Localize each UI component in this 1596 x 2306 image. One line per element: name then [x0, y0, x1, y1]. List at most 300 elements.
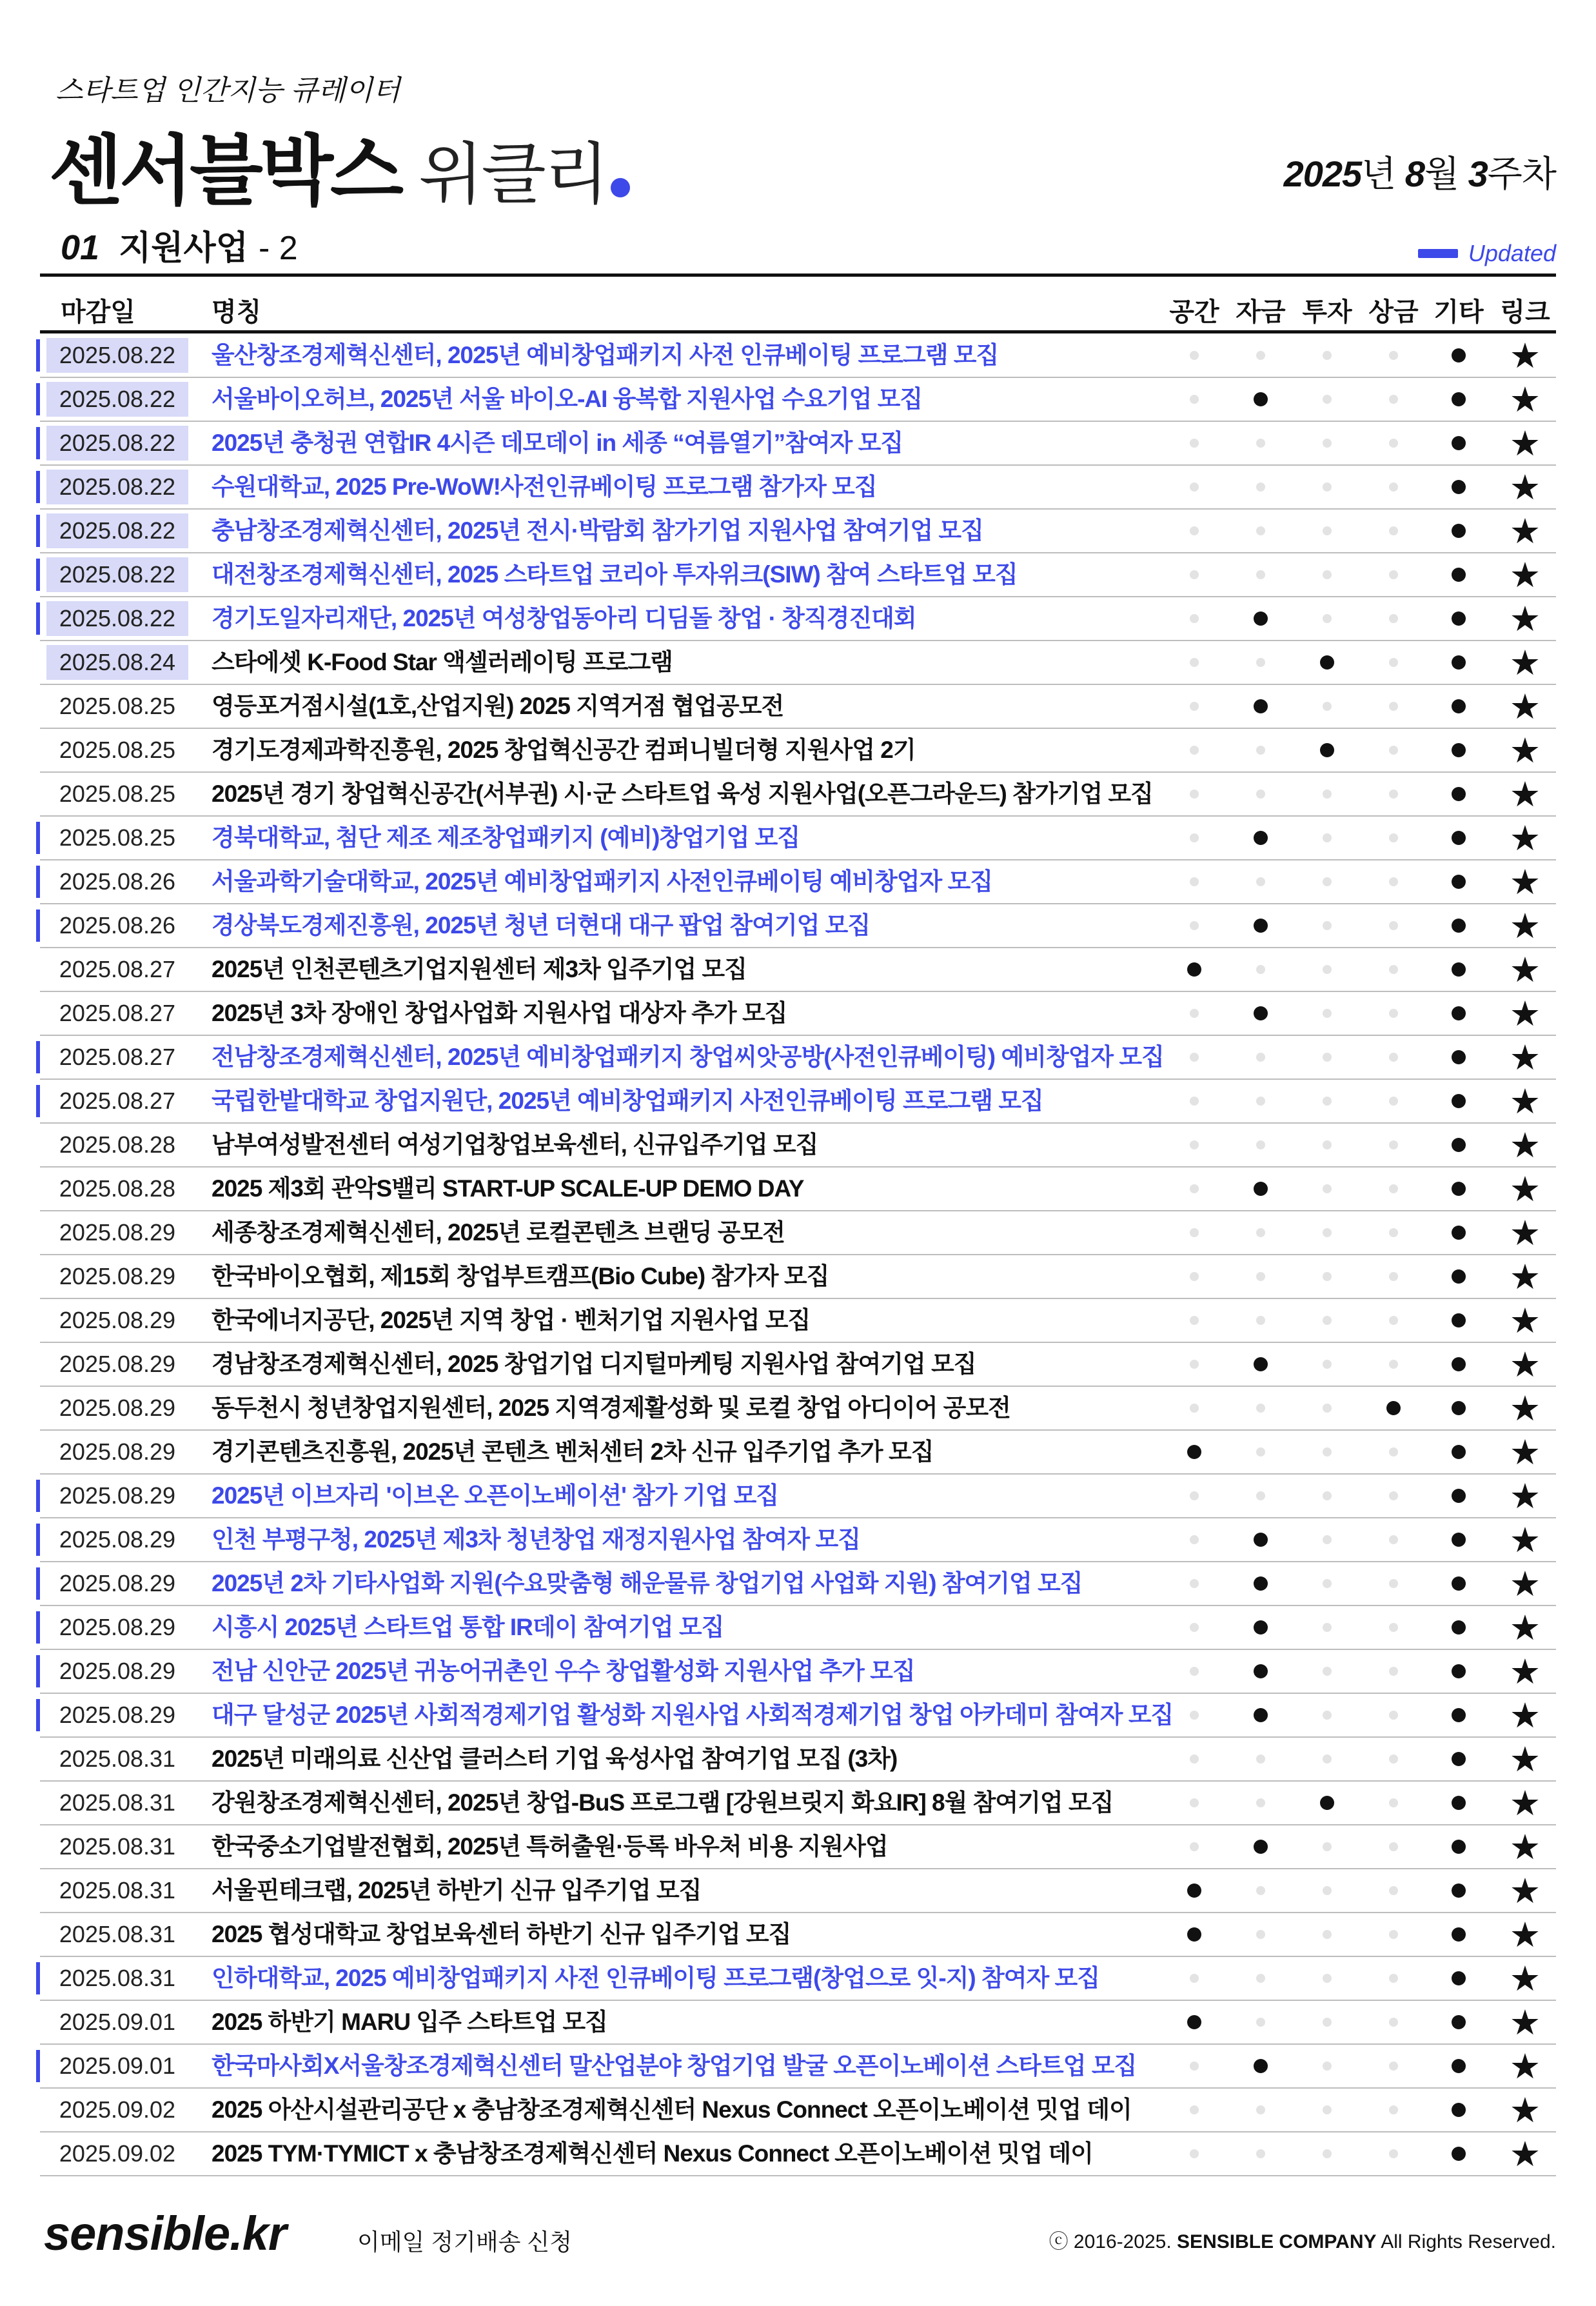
link-star-icon[interactable]: ★ — [1509, 1082, 1541, 1121]
link-star-icon[interactable]: ★ — [1509, 424, 1541, 463]
prize-indicator-dot — [1389, 570, 1398, 579]
col-name: 명칭 — [212, 298, 262, 326]
table-row — [40, 1124, 1556, 1168]
brand-sub: 위클리 — [418, 137, 607, 212]
prize-indicator-dot — [1389, 921, 1398, 930]
table-row — [40, 1694, 1556, 1738]
col-fund: 자금 — [1236, 298, 1286, 326]
fund-indicator-dot — [1256, 351, 1265, 360]
space-indicator-dot — [1190, 1360, 1199, 1369]
space-indicator-dot — [1190, 1711, 1199, 1720]
updated-marker — [36, 1085, 40, 1117]
link-star-icon[interactable]: ★ — [1509, 1302, 1541, 1340]
row-deadline: 2025.08.29 — [59, 1526, 176, 1553]
row-program-name[interactable]: 2025 하반기 MARU 입주 스타트업 모집 — [212, 2009, 607, 2035]
updated-marker — [36, 515, 40, 547]
prize-indicator-dot — [1389, 1798, 1398, 1807]
invest-indicator-dot — [1323, 526, 1332, 535]
row-program-name[interactable]: 남부여성발전센터 여성기업창업보육센터, 신규입주기업 모집 — [212, 1131, 818, 1158]
link-star-icon[interactable]: ★ — [1509, 381, 1541, 419]
row-program-name[interactable]: 2025년 이브자리 '이브온 오픈이노베이션' 참가 기업 모집 — [212, 1482, 779, 1509]
row-program-name[interactable]: 경북대학교, 첨단 제조 제조창업패키지 (예비)창업기업 모집 — [212, 824, 800, 851]
fund-indicator-dot — [1256, 658, 1265, 667]
fund-indicator-dot — [1256, 1053, 1265, 1062]
email-subscribe-link[interactable]: 이메일 정기배송 신청 — [357, 2229, 572, 2255]
updated-marker — [36, 1480, 40, 1512]
updated-marker — [36, 1567, 40, 1600]
prize-indicator-dot — [1389, 1711, 1398, 1720]
space-indicator-dot — [1190, 833, 1199, 842]
etc-indicator-dot — [1452, 524, 1466, 538]
space-indicator-dot — [1190, 2149, 1199, 2158]
etc-indicator-dot — [1452, 2103, 1466, 2117]
fund-indicator-dot — [1256, 1272, 1265, 1281]
etc-indicator-dot — [1452, 1533, 1466, 1547]
link-star-icon[interactable]: ★ — [1509, 1609, 1541, 1647]
updated-legend — [1418, 240, 1556, 267]
invest-indicator-dot — [1323, 1316, 1332, 1325]
space-indicator-dot — [1190, 2062, 1199, 2071]
etc-indicator-dot — [1452, 2147, 1466, 2161]
table-row — [40, 2045, 1556, 2089]
etc-indicator-dot — [1452, 611, 1466, 626]
fund-indicator-dot — [1256, 1097, 1265, 1106]
table-row — [40, 422, 1556, 466]
link-star-icon[interactable]: ★ — [1509, 2003, 1541, 2042]
space-indicator-dot — [1190, 1974, 1199, 1983]
link-star-icon[interactable]: ★ — [1509, 731, 1541, 770]
prize-indicator-dot — [1389, 2149, 1398, 2158]
space-indicator-dot — [1190, 921, 1199, 930]
invest-indicator-dot — [1323, 1886, 1332, 1895]
link-star-icon[interactable]: ★ — [1509, 1126, 1541, 1165]
row-deadline: 2025.08.31 — [59, 1745, 176, 1772]
fund-indicator-dot — [1256, 526, 1265, 535]
prize-indicator-dot — [1389, 1842, 1398, 1851]
link-star-icon[interactable]: ★ — [1509, 1916, 1541, 1954]
etc-indicator-dot — [1452, 2059, 1466, 2073]
col-invest: 투자 — [1302, 298, 1352, 326]
link-star-icon[interactable]: ★ — [1509, 337, 1541, 375]
link-star-icon[interactable]: ★ — [1509, 819, 1541, 858]
table-row — [40, 1738, 1556, 1782]
link-star-icon[interactable]: ★ — [1509, 1477, 1541, 1516]
table-row — [40, 510, 1556, 553]
prize-indicator-dot — [1389, 1140, 1398, 1149]
prize-indicator-dot — [1389, 658, 1398, 667]
invest-indicator-dot — [1323, 1491, 1332, 1500]
row-deadline: 2025.09.01 — [59, 2053, 176, 2079]
row-deadline: 2025.08.26 — [59, 912, 176, 939]
table-row — [40, 992, 1556, 1036]
fund-indicator-dot — [1254, 1840, 1268, 1854]
fund-indicator-dot — [1256, 1316, 1265, 1325]
row-deadline: 2025.08.28 — [59, 1131, 176, 1158]
prize-indicator-dot — [1389, 1579, 1398, 1588]
invest-indicator-dot — [1323, 790, 1332, 799]
updated-marker — [36, 602, 40, 635]
link-star-icon[interactable]: ★ — [1509, 1653, 1541, 1691]
row-program-name[interactable]: 대전창조경제혁신센터, 2025 스타트업 코리아 투자위크(SIW) 참여 스타트업 모집 — [212, 561, 1018, 588]
fund-indicator-dot — [1256, 2018, 1265, 2027]
space-indicator-dot — [1190, 482, 1199, 492]
etc-indicator-dot — [1452, 962, 1466, 977]
fund-indicator-dot — [1254, 1533, 1268, 1547]
link-star-icon[interactable]: ★ — [1509, 951, 1541, 989]
link-star-icon[interactable]: ★ — [1509, 863, 1541, 902]
row-program-name[interactable]: 2025년 미래의료 신산업 클러스터 기업 육성사업 참여기업 모집 (3차) — [212, 1745, 898, 1772]
table-row — [40, 597, 1556, 641]
footer — [40, 2206, 1556, 2258]
space-indicator-dot — [1187, 2015, 1201, 2029]
updated-marker — [36, 866, 40, 898]
row-program-name[interactable]: 인천 부평구청, 2025년 제3차 청년창업 재정지원사업 참여자 모집 — [212, 1526, 860, 1553]
link-star-icon[interactable]: ★ — [1509, 1214, 1541, 1253]
space-indicator-dot — [1187, 1884, 1201, 1898]
row-program-name[interactable]: 수원대학교, 2025 Pre-WoW!사전인큐베이팅 프로그램 참가자 모집 — [212, 473, 877, 500]
row-program-name[interactable]: 세종창조경제혁신센터, 2025년 로컬콘텐츠 브랜딩 공모전 — [212, 1219, 785, 1246]
row-program-name[interactable]: 한국마사회X서울창조경제혁신센터 말산업분야 창업기업 발굴 오픈이노베이션 스타트업 모집 — [212, 2053, 1137, 2079]
row-deadline: 2025.08.22 — [46, 601, 188, 636]
invest-indicator-dot — [1323, 2149, 1332, 2158]
link-star-icon[interactable]: ★ — [1509, 1433, 1541, 1472]
space-indicator-dot — [1190, 1140, 1199, 1149]
space-indicator-dot — [1190, 1842, 1199, 1851]
prize-indicator-dot — [1389, 395, 1398, 404]
col-space: 공간 — [1169, 298, 1219, 326]
row-program-name[interactable]: 국립한밭대학교 창업지원단, 2025년 예비창업패키지 사전인큐베이팅 프로그램 모집 — [212, 1088, 1043, 1114]
prize-indicator-dot — [1389, 1272, 1398, 1281]
etc-indicator-dot — [1452, 655, 1466, 670]
table-header — [40, 277, 1556, 332]
row-program-name[interactable]: 2025 TYM·TYMICT x 충남창조경제혁신센터 Nexus Connect 오픈이노베이션 밋업 데이 — [212, 2140, 1093, 2167]
table-row — [40, 1606, 1556, 1650]
link-star-icon[interactable]: ★ — [1509, 2135, 1541, 2174]
section-heading — [61, 221, 298, 269]
fund-indicator-dot — [1256, 1447, 1265, 1456]
updated-marker — [36, 471, 40, 503]
table-row — [40, 1299, 1556, 1343]
space-indicator-dot — [1190, 1184, 1199, 1193]
row-program-name[interactable]: 한국중소기업발전협회, 2025년 특허출원·등록 바우처 비용 지원사업 — [212, 1833, 888, 1860]
etc-indicator-dot — [1452, 436, 1466, 450]
section-subtitle: - 2 — [259, 230, 298, 267]
brand-title — [49, 110, 630, 214]
space-indicator-dot — [1190, 877, 1199, 886]
space-indicator-dot — [1190, 2105, 1199, 2114]
updated-marker — [36, 822, 40, 854]
link-star-icon[interactable]: ★ — [1509, 2047, 1541, 2086]
etc-indicator-dot — [1452, 1927, 1466, 1942]
prize-indicator-dot — [1389, 1754, 1398, 1764]
fund-indicator-dot — [1254, 1708, 1268, 1722]
row-program-name[interactable]: 한국바이오협회, 제15회 창업부트캠프(Bio Cube) 참가자 모집 — [212, 1263, 829, 1289]
row-program-name[interactable]: 한국에너지공단, 2025년 지역 창업 · 벤처기업 지원사업 모집 — [212, 1307, 811, 1333]
link-star-icon[interactable]: ★ — [1509, 1389, 1541, 1428]
row-program-name[interactable]: 서울바이오허브, 2025년 서울 바이오-AI 융복합 지원사업 수요기업 모집 — [212, 386, 923, 412]
link-star-icon[interactable]: ★ — [1509, 468, 1541, 507]
etc-indicator-dot — [1452, 1313, 1466, 1327]
table-row — [40, 2089, 1556, 2132]
etc-indicator-dot — [1452, 1664, 1466, 1678]
row-program-name[interactable]: 2025 협성대학교 창업보육센터 하반기 신규 입주기업 모집 — [212, 1921, 791, 1947]
row-program-name[interactable]: 2025년 경기 창업혁신공간(서부권) 시·군 스타트업 육성 지원사업(오픈그라운드) 참가기업 모집 — [212, 780, 1153, 807]
invest-indicator-dot — [1323, 1097, 1332, 1106]
space-indicator-dot — [1190, 614, 1199, 623]
row-program-name[interactable]: 전남 신안군 2025년 귀농어귀촌인 우수 창업활성화 지원사업 추가 모집 — [212, 1658, 915, 1684]
table-row — [40, 1957, 1556, 2001]
row-program-name[interactable]: 전남창조경제혁신센터, 2025년 예비창업패키지 창업씨앗공방(사전인큐베이팅) 예비창업자 모집 — [212, 1044, 1164, 1070]
invest-indicator-dot — [1323, 1667, 1332, 1676]
row-deadline: 2025.08.29 — [59, 1395, 176, 1421]
invest-indicator-dot — [1323, 833, 1332, 842]
etc-indicator-dot — [1452, 831, 1466, 845]
space-indicator-dot — [1190, 1228, 1199, 1237]
link-star-icon[interactable]: ★ — [1509, 1960, 1541, 1998]
invest-indicator-dot — [1323, 2105, 1332, 2114]
link-star-icon[interactable]: ★ — [1509, 556, 1541, 595]
prize-indicator-dot — [1389, 965, 1398, 974]
row-program-name[interactable]: 경기도일자리재단, 2025년 여성창업동아리 디딤돌 창업 · 창직경진대회 — [212, 605, 916, 631]
table-row — [40, 1211, 1556, 1255]
prize-indicator-dot — [1389, 2105, 1398, 2114]
etc-indicator-dot — [1452, 1401, 1466, 1415]
row-program-name[interactable]: 강원창조경제혁신센터, 2025년 창업-BuS 프로그램 [강원브릿지 화요IR] 8월 참여기업 모집 — [212, 1789, 1114, 1816]
row-deadline: 2025.08.24 — [46, 645, 188, 680]
link-star-icon[interactable]: ★ — [1509, 1521, 1541, 1560]
invest-indicator-dot — [1323, 1711, 1332, 1720]
link-star-icon[interactable]: ★ — [1509, 1258, 1541, 1297]
link-star-icon[interactable]: ★ — [1509, 1872, 1541, 1911]
prize-indicator-dot — [1389, 1623, 1398, 1632]
row-deadline: 2025.08.29 — [59, 1351, 176, 1377]
invest-indicator-dot — [1323, 1842, 1332, 1851]
fund-indicator-dot — [1256, 2149, 1265, 2158]
col-deadline: 마감일 — [61, 298, 135, 326]
brand-dot-icon — [611, 178, 630, 197]
table-row — [40, 2001, 1556, 2045]
row-program-name[interactable]: 2025년 충청권 연합IR 4시즌 데모데이 in 세종 “여름열기”참여자 모집 — [212, 430, 903, 456]
link-star-icon[interactable]: ★ — [1509, 1565, 1541, 1604]
row-program-name[interactable]: 2025년 인천콘텐츠기업지원센터 제3차 입주기업 모집 — [212, 956, 747, 982]
table-row — [40, 948, 1556, 992]
row-program-name[interactable]: 시흥시 2025년 스타트업 통합 IR데이 참여기업 모집 — [212, 1614, 724, 1640]
invest-indicator-dot — [1323, 1754, 1332, 1764]
prize-indicator-dot — [1389, 790, 1398, 799]
row-program-name[interactable]: 경기콘텐츠진흥원, 2025년 콘텐츠 벤처센터 2차 신규 입주기업 추가 모집 — [212, 1438, 934, 1465]
link-star-icon[interactable]: ★ — [1509, 1828, 1541, 1867]
fund-indicator-dot — [1256, 439, 1265, 448]
fund-indicator-dot — [1256, 1404, 1265, 1413]
etc-indicator-dot — [1452, 1006, 1466, 1020]
table-row — [40, 1036, 1556, 1080]
row-program-name[interactable]: 2025 제3회 관악S밸리 START-UP SCALE-UP DEMO DAY — [212, 1175, 804, 1202]
row-deadline: 2025.08.27 — [59, 1088, 176, 1114]
link-star-icon[interactable]: ★ — [1509, 644, 1541, 682]
week-year-unit: 년 — [1361, 154, 1396, 194]
row-deadline: 2025.08.31 — [59, 1833, 176, 1860]
row-program-name[interactable]: 스타에셋 K-Food Star 액셀러레이팅 프로그램 — [212, 649, 673, 675]
table-row — [40, 1825, 1556, 1869]
row-program-name[interactable]: 경남창조경제혁신센터, 2025 창업기업 디지털마케팅 지원사업 참여기업 모집 — [212, 1351, 976, 1377]
etc-indicator-dot — [1452, 568, 1466, 582]
invest-indicator-dot — [1323, 1404, 1332, 1413]
link-star-icon[interactable]: ★ — [1509, 688, 1541, 726]
table-row — [40, 1518, 1556, 1562]
space-indicator-dot — [1190, 1404, 1199, 1413]
copyright — [1049, 2225, 1556, 2254]
row-deadline: 2025.08.22 — [46, 426, 188, 461]
footer-logo[interactable]: sensible.kr — [44, 2207, 286, 2260]
table-row — [40, 378, 1556, 422]
row-deadline: 2025.08.22 — [46, 382, 188, 417]
week-month-unit: 월 — [1424, 154, 1459, 194]
link-star-icon[interactable]: ★ — [1509, 1696, 1541, 1735]
etc-indicator-dot — [1452, 1708, 1466, 1722]
updated-legend-label: Updated — [1468, 240, 1556, 266]
link-star-icon[interactable]: ★ — [1509, 907, 1541, 946]
space-indicator-dot — [1190, 439, 1199, 448]
invest-indicator-dot — [1323, 1184, 1332, 1193]
row-deadline: 2025.08.31 — [59, 1965, 176, 1991]
etc-indicator-dot — [1452, 787, 1466, 801]
row-deadline: 2025.08.29 — [59, 1219, 176, 1246]
row-deadline: 2025.08.29 — [59, 1438, 176, 1465]
link-star-icon[interactable]: ★ — [1509, 775, 1541, 814]
prize-indicator-dot — [1389, 351, 1398, 360]
space-indicator-dot — [1190, 526, 1199, 535]
etc-indicator-dot — [1452, 1884, 1466, 1898]
link-star-icon[interactable]: ★ — [1509, 1346, 1541, 1384]
invest-indicator-dot — [1320, 655, 1334, 670]
space-indicator-dot — [1190, 1272, 1199, 1281]
link-star-icon[interactable]: ★ — [1509, 1039, 1541, 1077]
row-program-name[interactable]: 경기도경제과학진흥원, 2025 창업혁신공간 컴퍼니빌더형 지원사업 2기 — [212, 737, 916, 763]
fund-indicator-dot — [1256, 1886, 1265, 1895]
fund-indicator-dot — [1254, 392, 1268, 406]
row-deadline: 2025.08.27 — [59, 1044, 176, 1070]
row-program-name[interactable]: 경상북도경제진흥원, 2025년 청년 더현대 대구 팝업 참여기업 모집 — [212, 912, 871, 939]
fund-indicator-dot — [1254, 1006, 1268, 1020]
link-star-icon[interactable]: ★ — [1509, 600, 1541, 639]
space-indicator-dot — [1190, 1579, 1199, 1588]
fund-indicator-dot — [1254, 1664, 1268, 1678]
row-deadline: 2025.08.29 — [59, 1570, 176, 1596]
row-program-name[interactable]: 서울핀테크랩, 2025년 하반기 신규 입주기업 모집 — [212, 1877, 702, 1903]
prize-indicator-dot — [1389, 2062, 1398, 2071]
etc-indicator-dot — [1452, 2015, 1466, 2029]
link-star-icon[interactable]: ★ — [1509, 1170, 1541, 1209]
fund-indicator-dot — [1254, 2059, 1268, 2073]
updated-marker — [36, 1611, 40, 1644]
fund-indicator-dot — [1256, 877, 1265, 886]
fund-indicator-dot — [1254, 1620, 1268, 1635]
row-deadline: 2025.08.22 — [46, 557, 188, 592]
table-row — [40, 1168, 1556, 1211]
link-star-icon[interactable]: ★ — [1509, 995, 1541, 1033]
table-row — [40, 1782, 1556, 1825]
link-star-icon[interactable]: ★ — [1509, 1784, 1541, 1823]
link-star-icon[interactable]: ★ — [1509, 2091, 1541, 2130]
table-row — [40, 773, 1556, 817]
prize-indicator-dot — [1389, 1228, 1398, 1237]
invest-indicator-dot — [1323, 439, 1332, 448]
row-deadline: 2025.08.29 — [59, 1307, 176, 1333]
invest-indicator-dot — [1320, 1796, 1334, 1810]
row-program-name[interactable]: 동두천시 청년창업지원센터, 2025 지역경제활성화 및 로컬 창업 아디이어 공모전 — [212, 1395, 1010, 1421]
updated-marker — [36, 2050, 40, 2082]
fund-indicator-dot — [1256, 1228, 1265, 1237]
row-program-name[interactable]: 인하대학교, 2025 예비창업패키지 사전 인큐베이팅 프로그램(창업으로 잇-지) 참여자 모집 — [212, 1965, 1100, 1991]
invest-indicator-dot — [1323, 1009, 1332, 1018]
invest-indicator-dot — [1323, 1140, 1332, 1149]
table-row — [40, 2132, 1556, 2176]
prize-indicator-dot — [1389, 1930, 1398, 1939]
updated-marker — [36, 427, 40, 459]
row-program-name[interactable]: 2025 아산시설관리공단 x 충남창조경제혁신센터 Nexus Connect 오픈이노베이션 밋업 데이 — [212, 2096, 1132, 2123]
table-row — [40, 1869, 1556, 1913]
link-star-icon[interactable]: ★ — [1509, 1740, 1541, 1779]
table-row — [40, 1080, 1556, 1124]
fund-indicator-dot — [1256, 570, 1265, 579]
table-top-rule — [40, 273, 1556, 277]
etc-indicator-dot — [1452, 1445, 1466, 1459]
fund-indicator-dot — [1256, 482, 1265, 492]
row-program-name[interactable]: 울산창조경제혁신센터, 2025년 예비창업패키지 사전 인큐베이팅 프로그램 모집 — [212, 342, 999, 368]
table-row — [40, 553, 1556, 597]
row-deadline: 2025.09.01 — [59, 2009, 176, 2035]
table-row — [40, 1387, 1556, 1431]
fund-indicator-dot — [1254, 831, 1268, 845]
row-program-name[interactable]: 2025년 2차 기타사업화 지원(수요맞춤형 해운물류 창업기업 사업화 지원) 참여기업 모집 — [212, 1570, 1083, 1596]
row-program-name[interactable]: 서울과학기술대학교, 2025년 예비창업패키지 사전인큐베이팅 예비창업자 모집 — [212, 868, 992, 895]
table-row — [40, 817, 1556, 860]
space-indicator-dot — [1190, 1754, 1199, 1764]
prize-indicator-dot — [1389, 1316, 1398, 1325]
invest-indicator-dot — [1323, 1228, 1332, 1237]
row-program-name[interactable]: 영등포거점시설(1호,산업지원) 2025 지역거점 협업공모전 — [212, 693, 784, 719]
row-deadline: 2025.08.26 — [59, 868, 176, 895]
row-deadline: 2025.08.27 — [59, 956, 176, 982]
invest-indicator-dot — [1323, 570, 1332, 579]
invest-indicator-dot — [1323, 921, 1332, 930]
fund-indicator-dot — [1256, 790, 1265, 799]
etc-indicator-dot — [1452, 1489, 1466, 1503]
updated-marker — [36, 1699, 40, 1731]
link-star-icon[interactable]: ★ — [1509, 512, 1541, 551]
prize-indicator-dot — [1389, 833, 1398, 842]
row-deadline: 2025.08.28 — [59, 1175, 176, 1202]
space-indicator-dot — [1187, 1927, 1201, 1942]
table-row — [40, 1913, 1556, 1957]
col-etc: 기타 — [1433, 298, 1484, 326]
row-program-name[interactable]: 2025년 3차 장애인 창업사업화 지원사업 대상자 추가 모집 — [212, 1000, 787, 1026]
invest-indicator-dot — [1323, 1447, 1332, 1456]
updated-marker — [36, 1524, 40, 1556]
fund-indicator-dot — [1254, 1357, 1268, 1371]
fund-indicator-dot — [1254, 1182, 1268, 1196]
invest-indicator-dot — [1323, 1535, 1332, 1544]
table-row — [40, 904, 1556, 948]
row-program-name[interactable]: 대구 달성군 2025년 사회적경제기업 활성화 지원사업 사회적경제기업 창업 아카데미 참여자 모집 — [212, 1702, 1174, 1728]
table-row — [40, 334, 1556, 378]
prize-indicator-dot — [1389, 1447, 1398, 1456]
fund-indicator-dot — [1256, 1140, 1265, 1149]
space-indicator-dot — [1190, 746, 1199, 755]
table-row — [40, 1255, 1556, 1299]
invest-indicator-dot — [1323, 965, 1332, 974]
row-program-name[interactable]: 충남창조경제혁신센터, 2025년 전시·박람회 참가기업 지원사업 참여기업 모집 — [212, 517, 983, 544]
